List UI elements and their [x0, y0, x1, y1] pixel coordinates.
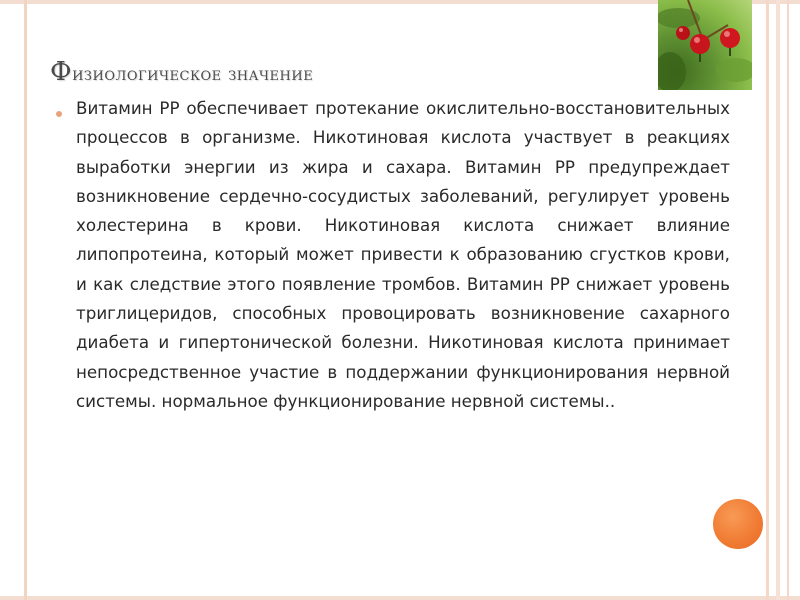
right-frame-rule	[776, 0, 780, 600]
rosehip-photo	[658, 0, 752, 90]
left-frame-rule	[24, 0, 27, 600]
right-frame-rule	[787, 0, 789, 600]
slide-body-text: Витамин РР обеспечивает протекание окислительно-восстановительных процессов в организме. Никотиновая кислота участвует в реакциях выработки энергии из жира и сахара. Витамин РР предупреждает возникновение сердечно-сосудистых заболеваний, регулирует уровень холестерина в крови. Никотиновая кислота снижает влияние липопротеина, который может привести к образованию сгустков крови, и как следствие этого появление тромбов. Витамин РР снижает уровень триглицеридов, способных провоцировать возникновение сахарного диабета и гипертонической болезни. Никотиновая кислота принимает непосредственное участие в поддержании функционирования нервной системы. нормальное функционирование нервной системы..	[76, 98, 730, 411]
bullet-dot-icon	[56, 111, 62, 117]
rosehip-berries-image	[658, 0, 752, 90]
slide-title-initial: Ф	[50, 57, 73, 87]
orange-circle-icon	[713, 499, 763, 549]
bottom-border	[0, 596, 800, 600]
right-frame-rule	[766, 0, 769, 600]
slide-title-rest: изиологическое значение	[72, 63, 314, 85]
slide-title	[50, 50, 313, 88]
